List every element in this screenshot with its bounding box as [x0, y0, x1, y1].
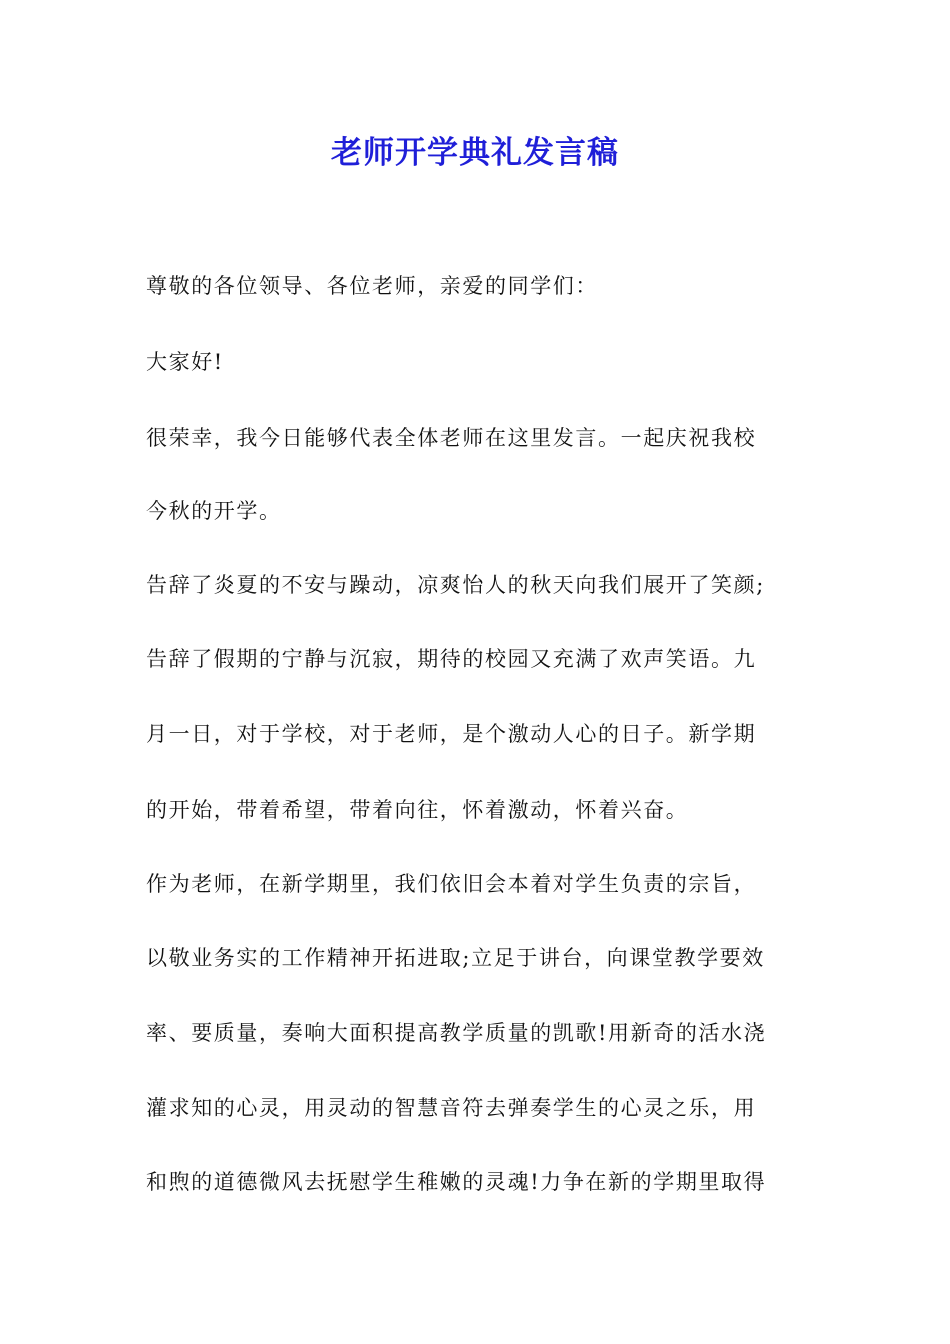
paragraph-line: 月一日，对于学校，对于老师，是个激动人心的日子。新学期: [146, 722, 757, 746]
salutation-line: 大家好!: [146, 350, 224, 374]
paragraph-line: 作为老师，在新学期里，我们依旧会本着对学生负责的宗旨，: [146, 872, 757, 896]
paragraph-line: 今秋的开学。: [146, 499, 282, 523]
paragraph-line: 灌求知的心灵，用灵动的智慧音符去弹奏学生的心灵之乐，用: [146, 1096, 757, 1120]
paragraph-line: 的开始，带着希望，带着向往，怀着激动，怀着兴奋。: [146, 798, 689, 822]
paragraph-line: 和煦的道德微风去抚慰学生稚嫩的灵魂!力争在新的学期里取得: [146, 1170, 767, 1194]
greeting-line: 尊敬的各位领导、各位老师，亲爱的同学们：: [146, 274, 598, 298]
paragraph-line: 率、要质量，奏响大面积提高教学质量的凯歌!用新奇的活水浇: [146, 1021, 767, 1045]
document-title: 老师开学典礼发言稿: [331, 135, 619, 171]
paragraph-line: 告辞了假期的宁静与沉寂，期待的校园又充满了欢声笑语。九: [146, 647, 757, 671]
paragraph-line: 告辞了炎夏的不安与躁动，凉爽怡人的秋天向我们展开了笑颜;: [146, 573, 765, 597]
paragraph-line: 很荣幸，我今日能够代表全体老师在这里发言。一起庆祝我校: [146, 426, 757, 450]
paragraph-line: 以敬业务实的工作精神开拓进取;立足于讲台，向课堂教学要效: [146, 946, 765, 970]
